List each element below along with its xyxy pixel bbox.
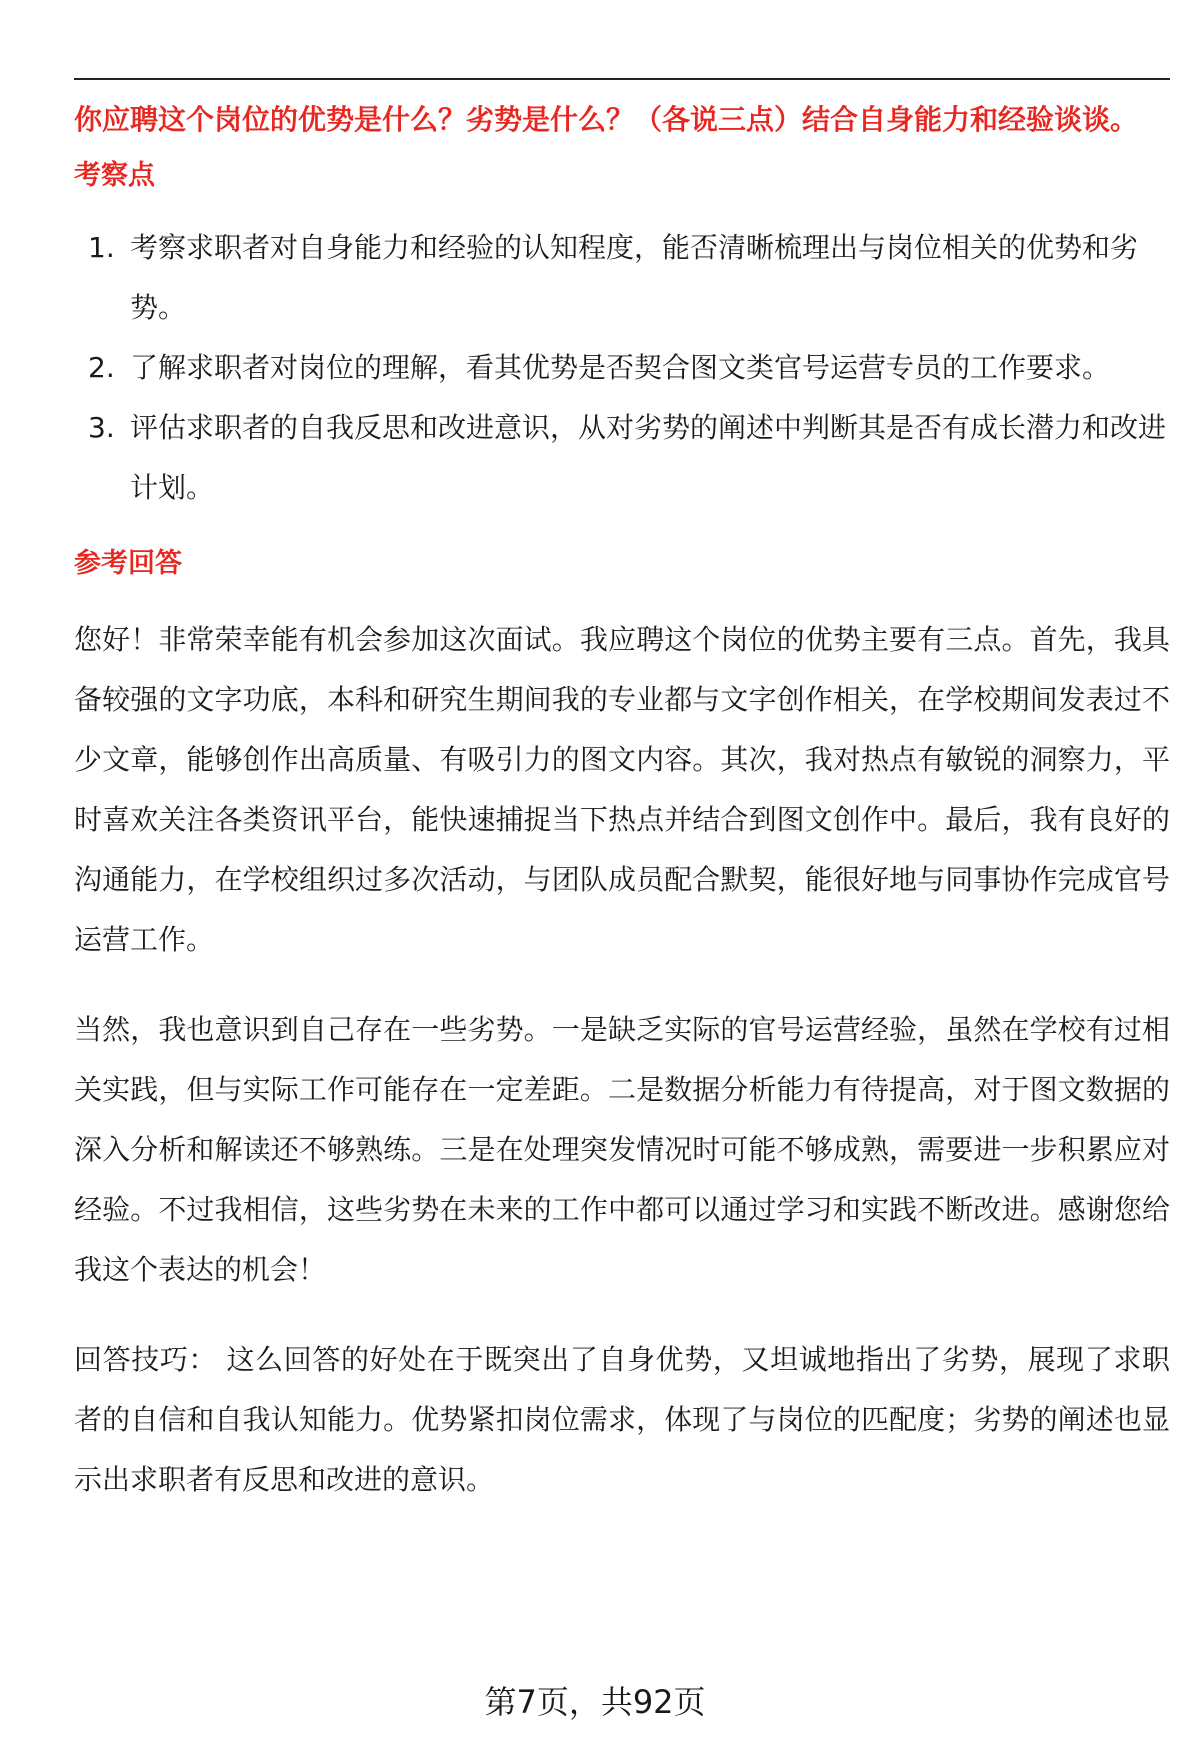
list-item-number: 2. (88, 351, 115, 384)
list-item (74, 218, 1170, 338)
list-item-text: 了解求职者对岗位的理解，看其优势是否契合图文类官号运营专员的工作要求。 (130, 351, 1111, 384)
list-item-text: 评估求职者的自我反思和改进意识，从对劣势的阐述中判断其是否有成长潜力和改进计划。 (130, 411, 1167, 504)
answer-tips-paragraph: 回答技巧： 这么回答的好处在于既突出了自身优势，又坦诚地指出了劣势，展现了求职者的自信和自我认知能力。优势紧扣岗位需求，体现了与岗位的匹配度；劣势的阐述也显示出求职者有反思和改进的意识。 (74, 1343, 1170, 1496)
list-item-number: 3. (88, 411, 115, 444)
list-item (74, 338, 1170, 398)
section-heading-examination-points: 考察点 (74, 160, 155, 191)
list-item (74, 398, 1170, 518)
section-heading-reference-answer: 参考回答 (74, 548, 182, 579)
page-number-footer: 第7页，共92页 (484, 1683, 706, 1721)
list-item-number: 1. (88, 231, 115, 264)
question-title: 你应聘这个岗位的优势是什么？劣势是什么？（各说三点）结合自身能力和经验谈谈。 (74, 103, 1139, 136)
top-rule (74, 78, 1170, 80)
answer-paragraph-weaknesses: 当然，我也意识到自己存在一些劣势。一是缺乏实际的官号运营经验，虽然在学校有过相关实践，但与实际工作可能存在一定差距。二是数据分析能力有待提高，对于图文数据的深入分析和解读还不够熟练。三是在处理突发情况时可能不够成熟，需要进一步积累应对经验。不过我相信，这些劣势在未来的工作中都可以通过学习和实践不断改进。感谢您给我这个表达的机会！ (74, 1013, 1170, 1286)
answer-paragraph-strengths: 您好！非常荣幸能有机会参加这次面试。我应聘这个岗位的优势主要有三点。首先，我具备较强的文字功底，本科和研究生期间我的专业都与文字创作相关，在学校期间发表过不少文章，能够创作出高质量、有吸引力的图文内容。其次，我对热点有敏锐的洞察力，平时喜欢关注各类资讯平台，能快速捕捉当下热点并结合到图文创作中。最后，我有良好的沟通能力，在学校组织过多次活动，与团队成员配合默契，能很好地与同事协作完成官号运营工作。 (74, 623, 1170, 956)
examination-points-list (74, 218, 1170, 518)
document-body (74, 102, 1170, 1510)
list-item-text: 考察求职者对自身能力和经验的认知程度，能否清晰梳理出与岗位相关的优势和劣势。 (130, 231, 1139, 324)
